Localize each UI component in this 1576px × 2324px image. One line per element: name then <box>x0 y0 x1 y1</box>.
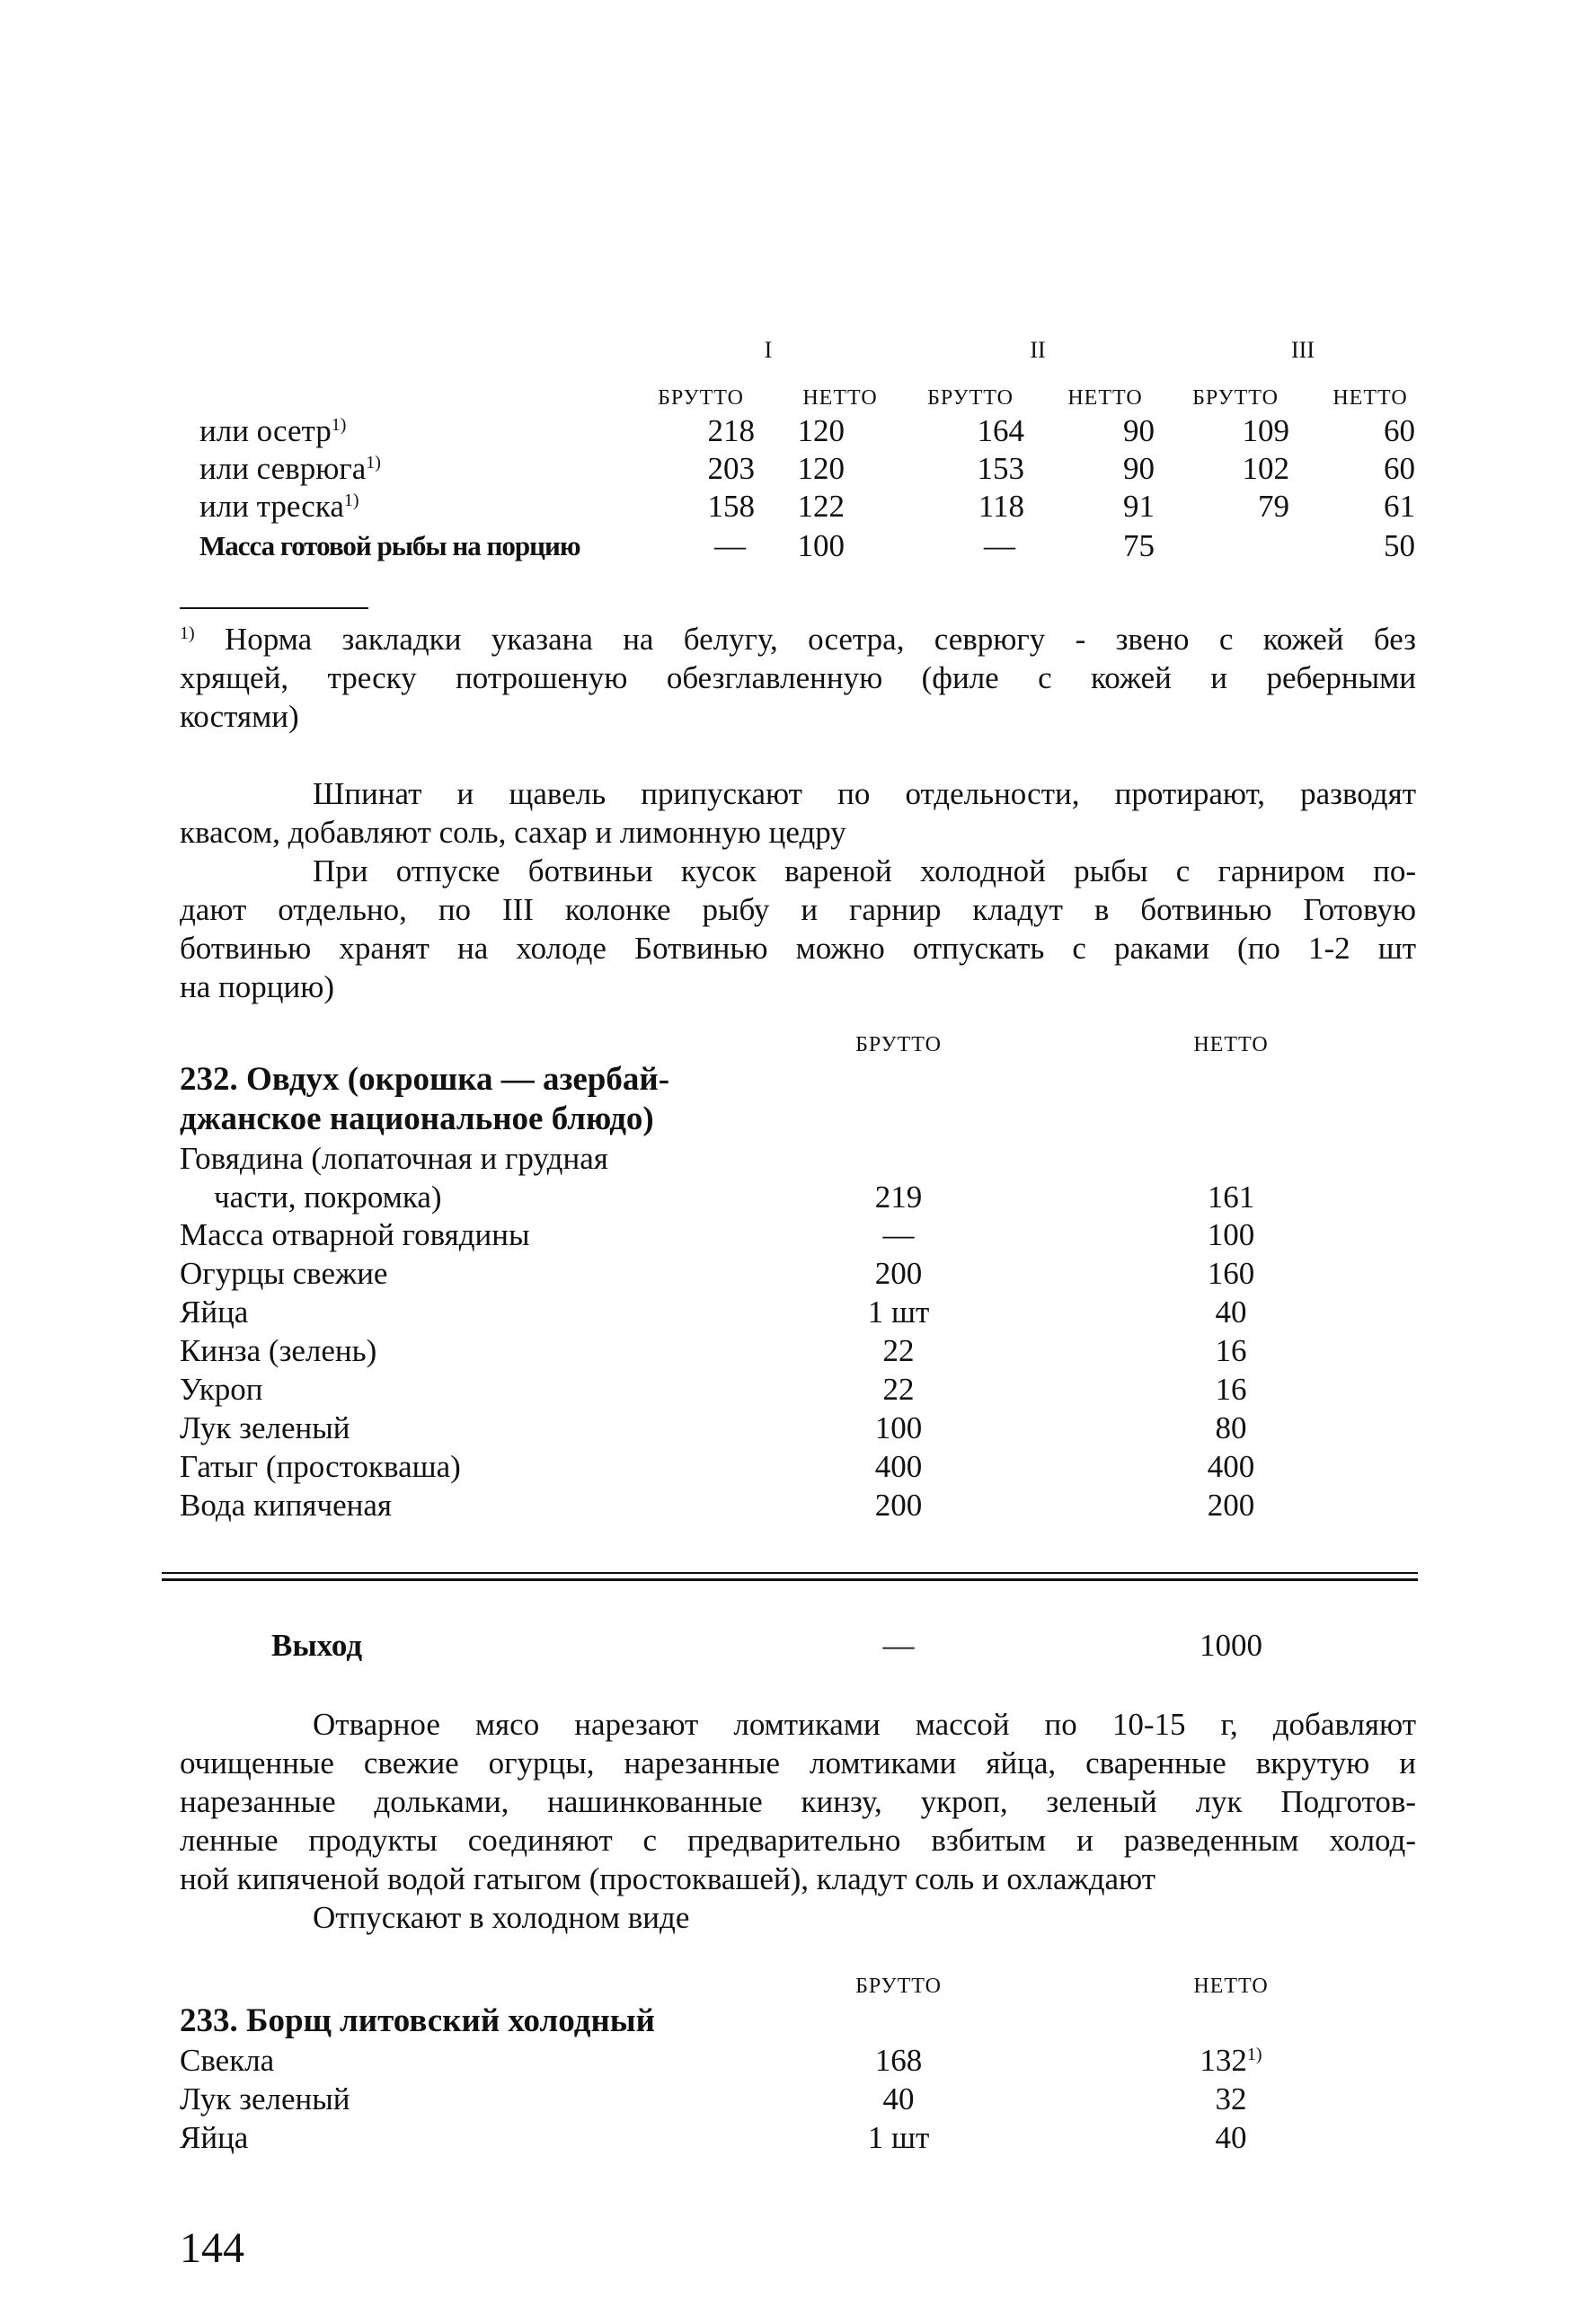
table-cell: 118 <box>978 489 1024 524</box>
paragraph-line: квасом, добавляют соль, сахар и лимонную цедру <box>180 815 846 850</box>
footnote-separator <box>180 607 368 609</box>
yield-label: Выход <box>271 1628 363 1663</box>
table-rule <box>162 1572 1418 1574</box>
ingredient-label: части, покромка) <box>214 1180 442 1215</box>
ingredient-label: Свекла <box>180 2043 275 2078</box>
ingredient-netto: 100 <box>1207 1217 1255 1252</box>
table-row-label: или осетр$^{1)}$ <box>199 413 347 448</box>
recipe-title: 232. Овдух (окрошка — азербай- <box>180 1061 670 1098</box>
page-number: 144 <box>180 2224 244 2272</box>
footnote-line: хрящей, треску потрошеную обезглавленную (филе с кожей и реберными <box>180 660 1416 695</box>
col-label: БРУТТО <box>1192 386 1279 410</box>
ingredient-brutto: 400 <box>874 1449 923 1484</box>
recipe-title: джанское национальное блюдо) <box>180 1100 654 1137</box>
ingredient-label: Укроп <box>180 1372 263 1407</box>
table-row-label: Масса готовой рыбы на порцию <box>199 530 580 561</box>
table-cell: 164 <box>977 413 1024 448</box>
ingredient-netto: 132$^{1)}$ <box>1200 2043 1262 2078</box>
footnote-mark: 1) <box>180 623 195 643</box>
paragraph-line: очищенные свежие огурцы, нарезанные ломтиками яйца, сваренные вкрутую и <box>180 1745 1416 1781</box>
table-cell: 60 <box>1384 413 1415 448</box>
col-label: НЕТТО <box>1067 386 1143 410</box>
ingredient-netto: 16 <box>1215 1333 1247 1368</box>
ingredient-label: Кинза (зелень) <box>180 1333 377 1368</box>
table-cell: 91 <box>1123 489 1155 524</box>
table-cell: 203 <box>707 451 755 486</box>
ingredient-label: Вода кипяченая <box>180 1488 392 1523</box>
table-cell: 90 <box>1123 413 1155 448</box>
footnote-line: костями) <box>180 699 299 734</box>
footnote-line: Норма закладки указана на белугу, осетра, севрюгу - звено с кожей без <box>225 622 1416 657</box>
table-cell: 120 <box>797 451 845 486</box>
table-cell: 75 <box>1123 528 1155 563</box>
table-cell: 50 <box>1384 528 1415 563</box>
col-label: НЕТТО <box>802 386 878 410</box>
col-brutto-header: БРУТТО <box>855 1975 942 1998</box>
roman-header-1: I <box>764 337 773 363</box>
paragraph-3 <box>180 1705 1416 1937</box>
ingredient-label: Огурцы свежие <box>180 1256 388 1291</box>
table-cell: 120 <box>797 413 845 448</box>
col-label: БРУТТО <box>658 386 744 410</box>
ingredient-netto: 200 <box>1207 1488 1255 1523</box>
paragraph-line: Отварное мясо нарезают ломтиками массой по 10-15 г, добавляют <box>313 1707 1416 1742</box>
roman-header-2: II <box>1030 337 1046 363</box>
table-cell: 60 <box>1384 451 1415 486</box>
ingredient-brutto: 219 <box>874 1180 923 1215</box>
ingredient-brutto: 200 <box>874 1256 923 1291</box>
ingredient-brutto: 168 <box>874 2043 923 2078</box>
paragraph-line: нарезанные дольками, нашинкованные кинзу, укроп, зеленый лук Подготов- <box>180 1784 1416 1819</box>
ingredient-label: Лук зеленый <box>180 1410 350 1445</box>
ingredient-brutto: 22 <box>882 1333 915 1368</box>
table-cell: 100 <box>797 528 845 563</box>
table-row-label: или севрюга$^{1)}$ <box>199 451 381 486</box>
table-cell: 109 <box>1242 413 1289 448</box>
paragraph-1 <box>180 774 1416 852</box>
table-cell: 158 <box>707 489 755 524</box>
table-cell: 61 <box>1384 489 1415 524</box>
table-cell: 153 <box>977 451 1024 486</box>
paragraph-line: Шпинат и щавель припускают по отдельности, протирают, разводят <box>313 776 1416 811</box>
col-label: БРУТТО <box>927 386 1014 410</box>
ingredient-netto: 160 <box>1207 1256 1255 1291</box>
ingredient-brutto: 1 шт <box>867 1295 930 1330</box>
table-cell: 79 <box>1258 489 1289 524</box>
ingredient-netto: 40 <box>1215 2120 1247 2155</box>
ingredient-brutto: 40 <box>882 2081 915 2116</box>
table-cell: 90 <box>1123 451 1155 486</box>
ingredient-label: Лук зеленый <box>180 2081 350 2116</box>
paragraph-line: ленные продукты соединяют с предварительно взбитым и разведенным холод- <box>180 1823 1416 1858</box>
ingredient-netto: 80 <box>1215 1410 1247 1445</box>
ingredient-label: Гатыг (простокваша) <box>180 1449 461 1484</box>
table-cell: 122 <box>797 489 845 524</box>
table-cell: — <box>714 528 746 563</box>
footnote <box>180 620 1416 736</box>
col-netto-header: НЕТТО <box>1193 1975 1269 1998</box>
col-brutto-header: БРУТТО <box>855 1033 942 1056</box>
ingredient-netto: 161 <box>1207 1180 1255 1215</box>
table-cell: 218 <box>707 413 755 448</box>
ingredient-netto: 16 <box>1215 1372 1247 1407</box>
paragraph-line: ной кипяченой водой гатыгом (простоквашей), кладут соль и охлаждают <box>180 1861 1156 1896</box>
col-netto-header: НЕТТО <box>1193 1033 1269 1056</box>
ingredient-brutto: 100 <box>874 1410 923 1445</box>
paragraph-line: на порцию) <box>180 969 335 1004</box>
col-label: НЕТТО <box>1333 386 1408 410</box>
paragraph-line: При отпуске ботвиньи кусок вареной холодной рыбы с гарниром по- <box>313 853 1416 888</box>
ingredient-netto: 40 <box>1215 1295 1247 1330</box>
ingredient-label: Яйца <box>180 2120 249 2155</box>
ingredient-brutto: 200 <box>874 1488 923 1523</box>
ingredient-label: Масса отварной говядины <box>180 1217 530 1252</box>
ingredient-netto: 32 <box>1215 2081 1247 2116</box>
roman-header-3: III <box>1291 337 1315 363</box>
yield-brutto: — <box>882 1628 915 1663</box>
recipe-title: 233. Борщ литовский холодный <box>180 2002 655 2039</box>
ingredient-brutto: 22 <box>882 1372 915 1407</box>
ingredient-label: Яйца <box>180 1295 249 1330</box>
paragraph-line: Отпускают в холодном виде <box>313 1900 690 1935</box>
ingredient-brutto: 1 шт <box>867 2120 930 2155</box>
ingredient-brutto: — <box>882 1217 915 1252</box>
table-row-label: или треска$^{1)}$ <box>199 489 359 524</box>
yield-netto: 1000 <box>1200 1628 1262 1663</box>
table-cell: 102 <box>1242 451 1289 486</box>
table-cell: — <box>984 528 1015 563</box>
table-rule <box>162 1578 1418 1581</box>
paragraph-line: ботвинью хранят на холоде Ботвинью можно отпускать с раками (по 1-2 шт <box>180 931 1416 966</box>
ingredient-netto: 400 <box>1207 1449 1255 1484</box>
ingredient-label: Говядина (лопаточная и грудная <box>180 1141 608 1176</box>
paragraph-line: дают отдельно, по III колонке рыбу и гарнир кладут в ботвинью Готовую <box>180 892 1416 927</box>
paragraph-2 <box>180 852 1416 1006</box>
